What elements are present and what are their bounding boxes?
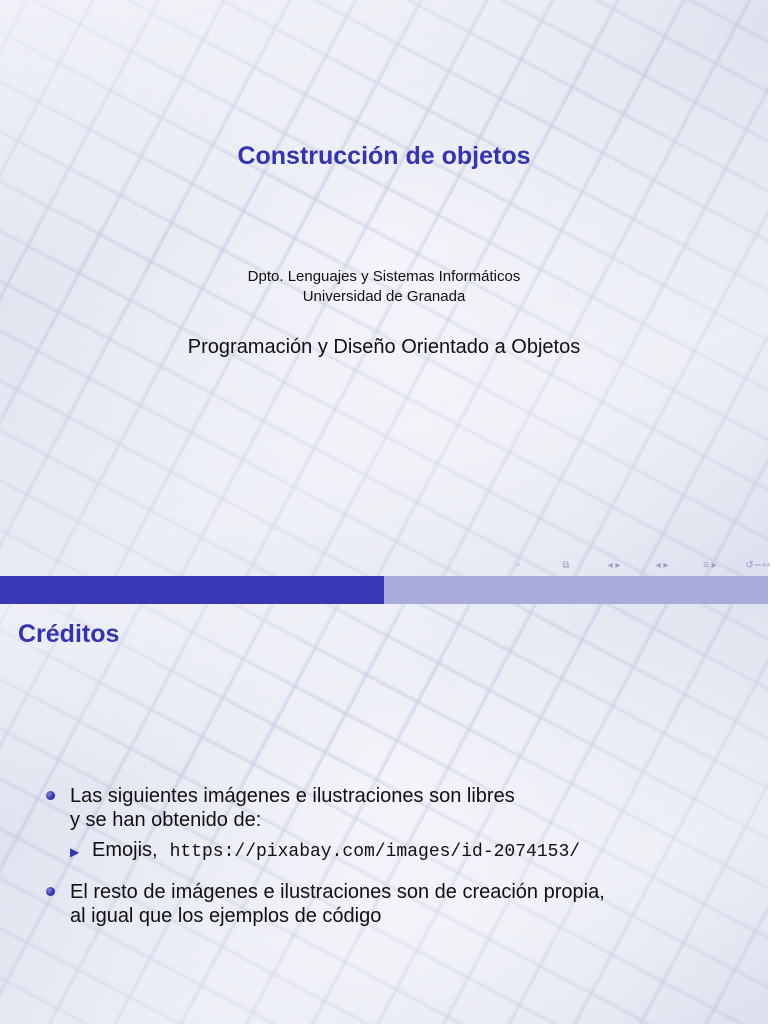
university-name: Universidad de Granada [302, 288, 466, 305]
header-bar [0, 576, 768, 604]
sub-item-label: Emojis, [92, 839, 158, 861]
source-url[interactable]: https://pixabay.com/images/id-2074153/ [169, 842, 581, 862]
frame-title: Créditos [18, 620, 120, 648]
nav-appendix-icon[interactable]: ≡ ▸ [703, 560, 717, 571]
triangle-bullet-icon: ▶ [70, 845, 80, 859]
institution-block [0, 267, 768, 307]
bullet-ball-icon [46, 791, 55, 800]
bullet-text: Las siguientes imágenes e ilustraciones son libres [70, 785, 515, 807]
bullet-ball-icon [46, 887, 55, 896]
credits-slide [0, 576, 768, 1024]
nav-page-icon[interactable]: ◂ ▸ [655, 560, 669, 571]
list-item [46, 784, 746, 832]
header-bar-light [384, 576, 768, 604]
nav-search-icon[interactable]: ↺∽∾ [745, 560, 771, 571]
sub-list-item [46, 838, 746, 864]
credits-list [46, 784, 746, 934]
header-bar-dark [0, 576, 384, 604]
nav-section-icon[interactable]: ◂ ▸ [607, 560, 621, 571]
department-name: Dpto. Lenguajes y Sistemas Informáticos [247, 268, 521, 285]
presentation-title: Construcción de objetos [237, 142, 531, 170]
bullet-text: y se han obtenido de: [70, 809, 262, 831]
beamer-navigation-bar [494, 560, 782, 571]
list-item [46, 880, 746, 928]
nav-frame-icon[interactable]: ▫ [516, 560, 520, 571]
course-name: Programación y Diseño Orientado a Objetos [187, 336, 581, 358]
bullet-text: El resto de imágenes e ilustraciones son de creación propia, [70, 881, 605, 903]
nav-subsection-icon[interactable]: ⧉ [562, 560, 570, 571]
bullet-text: al igual que los ejemplos de código [70, 905, 382, 927]
